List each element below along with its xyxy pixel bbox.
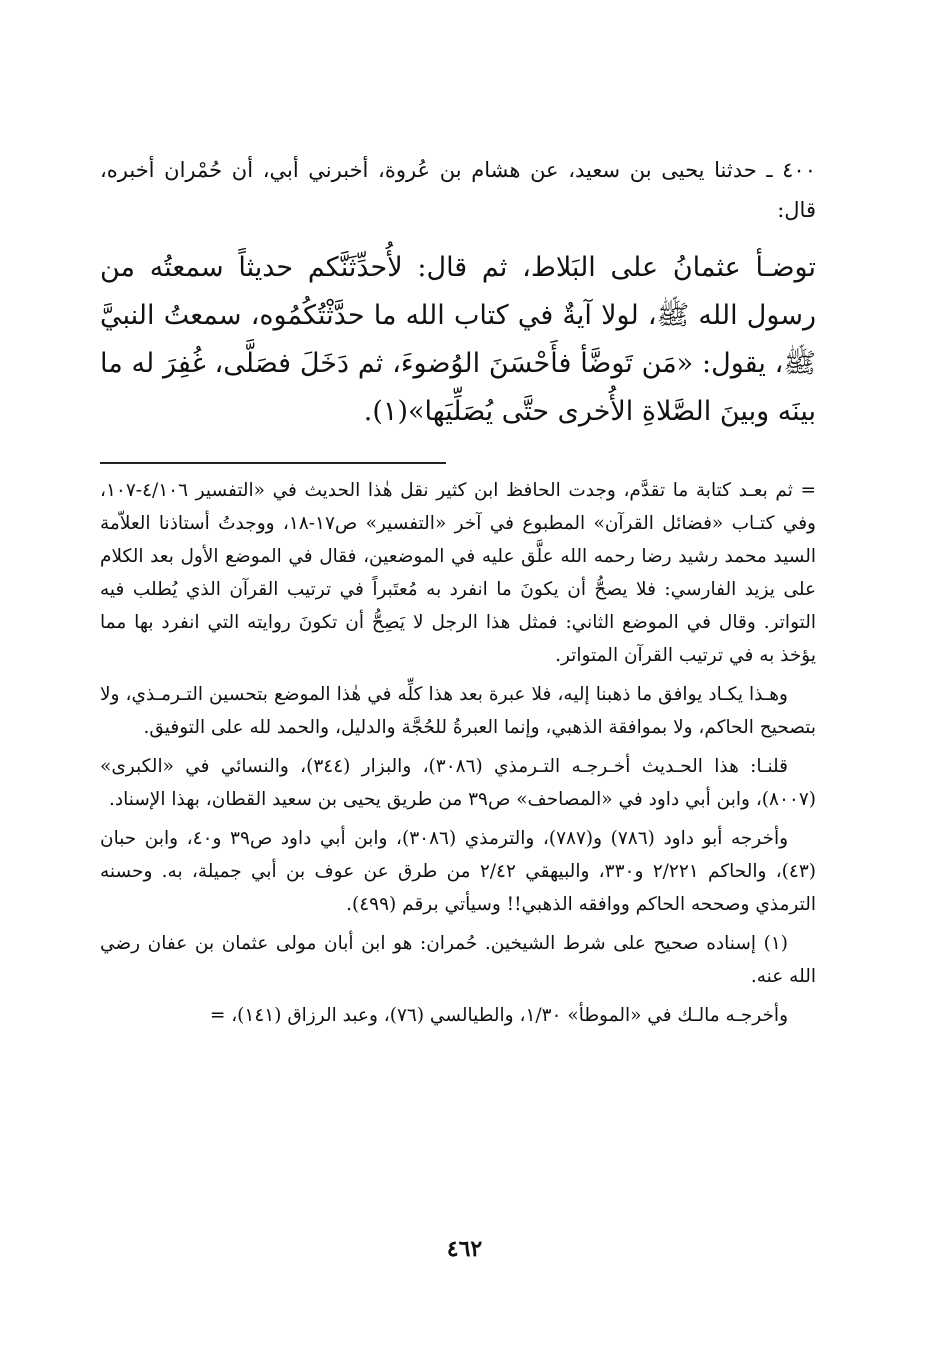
hadith-chain: ٤٠٠ ـ حدثنا يحيى بن سعيد، عن هشام بن عُروة، أخبرني أبي، أن حُمْران أخبره، قال: (100, 158, 816, 222)
footnote-continued-paragraph: = ثم بعـد كتابة ما تقدَّم، وجدت الحافظ ابن كثير نقل هٰذا الحديث في «التفسير ٤/١٠٦-١٠٧، وفي كتـاب «فضائل القرآن» المطبوع في آخر «التفسير» ص١٧-١٨، ووجدتُ أستاذنا العلاّمة السيد محمد رشيد رضا رحمه الله علَّق عليه في الموضعين، فقال في الموضع الأول بعد الكلام على يزيد الفارسي: فلا يصحُّ أن يكونَ ما انفرد به مُعتَبراً في ترتيب القرآن الذي يُطلب فيه التواتر. وقال في الموضع الثاني: فمثل هذا الرجل لا يَصِحُّ أن تكونَ روايته التي انفرد بها مما يؤخذ به في ترتيب القرآن المتواتر. (100, 480, 816, 666)
footnote-commentary-paragraph: وهـذا يكـاد يوافق ما ذهبنا إليه، فلا عبرة بعد هذا كلِّه في هٰذا الموضع بتحسين التـرمـذي، ولا بتصحيح الحاكم، ولا بموافقة الذهبي، وإنما العبرةُ للحُجَّة والدليل، والحمد لله على التوفيق. (100, 684, 816, 738)
footnote-takhrij-paragraph: قلنـا: هذا الحـديث أخـرجـه التـرمذي (٣٠٨٦)، والبزار (٣٤٤)، والنسائي في «الكبرى» (٨٠٠٧)، وابن أبي داود في «المصاحف» ص٣٩ من طريق يحيى بن سعيد القطان، بهذا الإسناد. (100, 756, 816, 810)
hadith-text: توضـأ عثمانُ على البَلاط، ثم قال: لأُحدِّثَنَّكم حديثاً سمعتُه من رسول الله ﷺ، لولا آيةٌ في كتاب الله ما حدَّثْتُكُمُوه، سمعتُ النبيَّ ﷺ، يقول: «مَن تَوضَّأ فأَحْسَنَ الوُضوءَ، ثم دَخَلَ فصَلَّى، غُفِرَ له ما بينَه وبينَ الصَّلاةِ الأُخرى حتَّى يُصَلِّيَها»(١). (100, 252, 816, 427)
footnote-1-takhrij: وأخرجـه مالـك في «الموطأ» ١/٣٠، والطيالسي (٧٦)، وعبد الرزاق (١٤١)، = (209, 1005, 788, 1026)
footnote-divider (100, 462, 446, 464)
footnote-takhrij-paragraph-2: وأخرجه أبو داود (٧٨٦) و(٧٨٧)، والترمذي (٣٠٨٦)، وابن أبي داود ص٣٩ و٤٠، وابن حبان (٤٣)، والحاكم ٢/٢٢١ و٣٣٠، والبيهقي ٢/٤٢ من طرق عن عوف بن أبي جميلة، به. وحسنه الترمذي وصححه الحاكم ووافقه الذهبي!! وسيأتي برقم (٤٩٩). (100, 828, 816, 915)
footnote-1: (١) إسناده صحيح على شرط الشيخين. حُمران: هو ابن أبان مولى عثمان بن عفان رضي الله عنه. (100, 933, 816, 987)
page-body (100, 150, 816, 1038)
page-number: ٤٦٢ (446, 1236, 483, 1262)
